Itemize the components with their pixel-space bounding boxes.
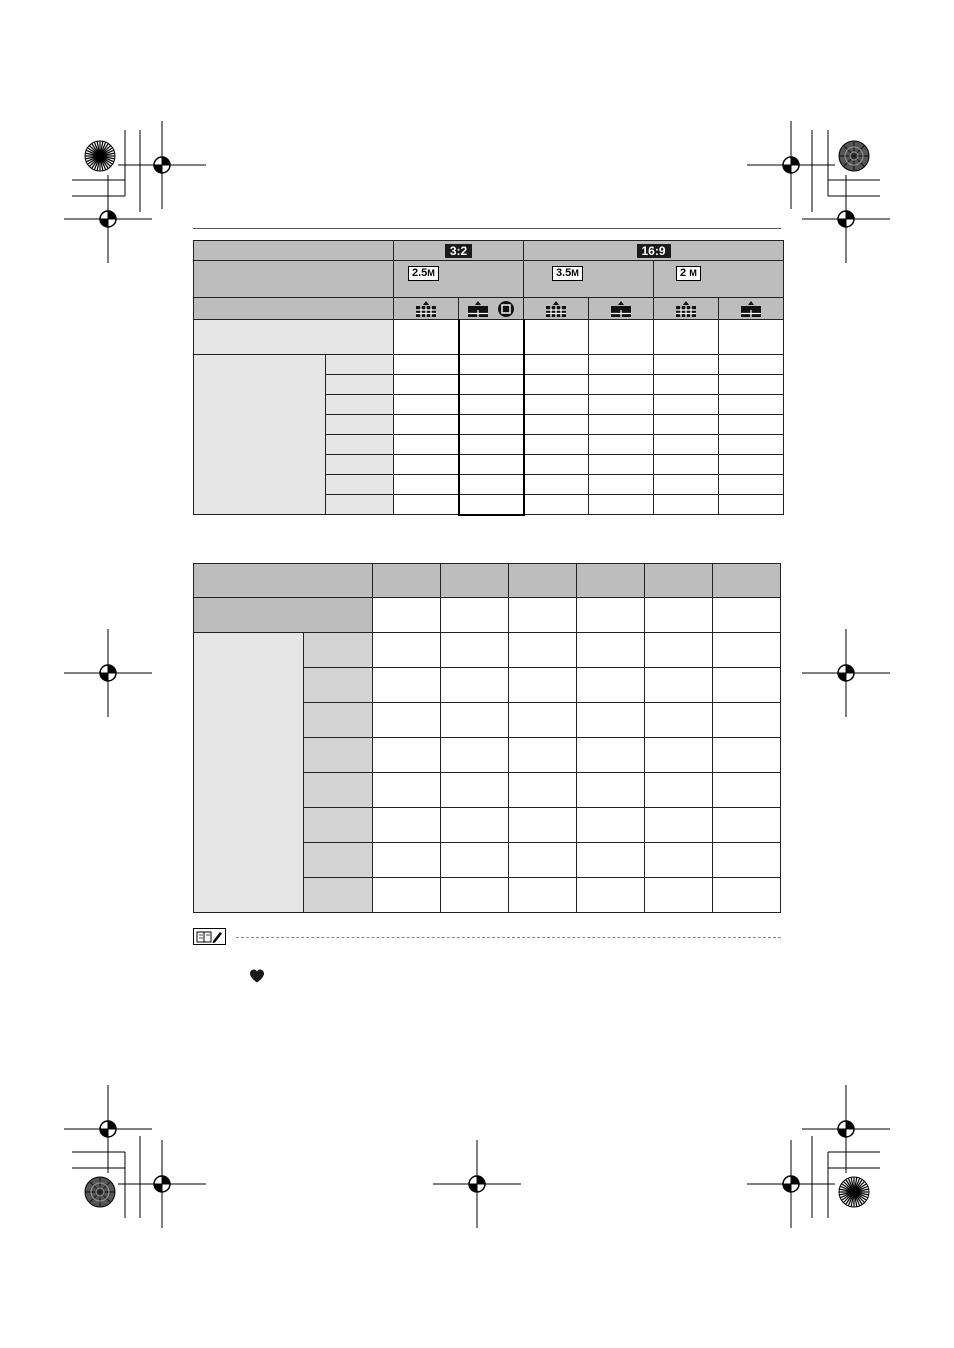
value-cell <box>654 395 719 415</box>
value-cell <box>441 773 509 808</box>
quality-label-cell <box>194 298 394 320</box>
value-cell <box>645 808 713 843</box>
value-cell <box>713 703 781 738</box>
value-cell <box>719 375 784 395</box>
value-cell <box>645 773 713 808</box>
resolution-2.5m-cell <box>394 261 524 298</box>
quality-cell-1 <box>394 298 459 320</box>
memory-size-cell <box>326 355 394 375</box>
value-cell <box>524 355 589 375</box>
memory-size-cell <box>326 375 394 395</box>
value-cell <box>645 668 713 703</box>
value-cell <box>373 633 441 668</box>
value-cell <box>719 415 784 435</box>
value-cell <box>394 375 459 395</box>
value-cell <box>589 415 654 435</box>
memory-size-cell <box>304 668 373 703</box>
value-cell <box>589 475 654 495</box>
value-cell <box>719 475 784 495</box>
value-cell <box>719 355 784 375</box>
value-cell <box>441 598 509 633</box>
value-cell <box>441 703 509 738</box>
value-cell <box>713 598 781 633</box>
note-pen-icon <box>193 928 226 945</box>
value-cell <box>394 355 459 375</box>
file-size-cell <box>589 320 654 355</box>
resolution-2m-cell <box>654 261 784 298</box>
table-row <box>194 355 784 375</box>
value-cell <box>713 843 781 878</box>
value-cell <box>459 355 524 375</box>
resolution-3.5m-icon: 3.5M <box>552 266 583 281</box>
top-rule <box>193 228 781 229</box>
header-cell <box>509 564 577 598</box>
file-size-cell <box>459 320 524 355</box>
memory-size-cell <box>326 435 394 455</box>
note-divider <box>236 937 781 938</box>
fine-quality-icon <box>675 301 697 317</box>
value-cell <box>524 455 589 475</box>
value-cell <box>441 878 509 913</box>
value-cell <box>509 878 577 913</box>
file-size-cell <box>524 320 589 355</box>
value-cell <box>373 703 441 738</box>
quality-cell-5 <box>654 298 719 320</box>
header-cell <box>713 564 781 598</box>
value-cell <box>654 355 719 375</box>
value-cell <box>441 843 509 878</box>
value-cell <box>394 455 459 475</box>
resolution-2.5m-icon: 2.5M <box>408 266 439 281</box>
value-cell <box>645 878 713 913</box>
memory-size-cell <box>326 475 394 495</box>
quality-cell-4 <box>589 298 654 320</box>
value-cell <box>577 878 645 913</box>
heart-icon <box>249 968 265 984</box>
value-cell <box>654 415 719 435</box>
value-cell <box>441 808 509 843</box>
header-cell <box>373 564 441 598</box>
value-cell <box>441 633 509 668</box>
memory-size-cell <box>304 878 373 913</box>
value-cell <box>394 395 459 415</box>
recordable-pictures-label-cell <box>194 633 304 913</box>
value-cell <box>459 435 524 455</box>
value-cell <box>509 633 577 668</box>
value-cell <box>654 495 719 515</box>
quality-cell-2 <box>459 298 524 320</box>
value-cell <box>373 773 441 808</box>
recording-capacity-table-2 <box>193 563 781 913</box>
value-cell <box>645 703 713 738</box>
value-cell <box>459 415 524 435</box>
standard-quality-icon <box>740 301 762 317</box>
value-cell <box>524 475 589 495</box>
header-cell <box>441 564 509 598</box>
value-cell <box>589 435 654 455</box>
value-cell <box>373 668 441 703</box>
header-label-cell <box>194 564 373 598</box>
value-cell <box>459 375 524 395</box>
value-cell <box>524 395 589 415</box>
value-cell <box>459 455 524 475</box>
file-size-cell <box>394 320 459 355</box>
value-cell <box>577 843 645 878</box>
value-cell <box>524 495 589 515</box>
value-cell <box>524 435 589 455</box>
value-cell <box>589 495 654 515</box>
value-cell <box>577 773 645 808</box>
value-cell <box>654 475 719 495</box>
value-cell <box>373 598 441 633</box>
value-cell <box>577 738 645 773</box>
value-cell <box>713 808 781 843</box>
memory-size-cell <box>304 703 373 738</box>
memory-size-cell <box>326 455 394 475</box>
value-cell <box>577 703 645 738</box>
value-cell <box>654 455 719 475</box>
value-cell <box>394 415 459 435</box>
value-cell <box>509 598 577 633</box>
value-cell <box>713 738 781 773</box>
resolution-2m-icon: 2 M <box>676 266 701 281</box>
value-cell <box>373 843 441 878</box>
circle-square-icon <box>497 300 515 318</box>
value-cell <box>654 435 719 455</box>
value-cell <box>589 455 654 475</box>
value-cell <box>394 495 459 515</box>
aspect-label-cell <box>194 241 394 261</box>
quality-cell-6 <box>719 298 784 320</box>
subheader-label-cell <box>194 598 373 633</box>
file-size-cell <box>719 320 784 355</box>
value-cell <box>645 598 713 633</box>
value-cell <box>394 435 459 455</box>
value-cell <box>509 703 577 738</box>
fine-quality-icon <box>545 301 567 317</box>
value-cell <box>589 375 654 395</box>
value-cell <box>509 738 577 773</box>
value-cell <box>394 475 459 495</box>
value-cell <box>459 475 524 495</box>
memory-size-cell <box>326 495 394 515</box>
header-cell <box>645 564 713 598</box>
value-cell <box>373 808 441 843</box>
value-cell <box>645 738 713 773</box>
value-cell <box>441 668 509 703</box>
value-cell <box>577 668 645 703</box>
value-cell <box>654 375 719 395</box>
value-cell <box>645 633 713 668</box>
standard-quality-icon <box>610 301 632 317</box>
resolution-label-cell <box>194 261 394 298</box>
memory-size-cell <box>304 738 373 773</box>
value-cell <box>719 455 784 475</box>
value-cell <box>713 633 781 668</box>
value-cell <box>577 598 645 633</box>
resolution-3.5m-cell <box>524 261 654 298</box>
value-cell <box>509 808 577 843</box>
value-cell <box>509 773 577 808</box>
memory-size-cell <box>304 843 373 878</box>
value-cell <box>459 495 524 515</box>
memory-size-cell <box>326 415 394 435</box>
value-cell <box>713 773 781 808</box>
aspect-16-9-cell <box>524 241 784 261</box>
memory-size-cell <box>304 633 373 668</box>
table-row <box>194 633 781 668</box>
file-size-label-cell <box>194 320 394 355</box>
value-cell <box>577 633 645 668</box>
memory-size-cell <box>326 395 394 415</box>
value-cell <box>719 495 784 515</box>
value-cell <box>373 878 441 913</box>
value-cell <box>713 668 781 703</box>
value-cell <box>524 415 589 435</box>
value-cell <box>589 395 654 415</box>
aspect-ratio-3-2: 3:2 <box>445 244 472 258</box>
aspect-3-2-cell <box>394 241 524 261</box>
value-cell <box>645 843 713 878</box>
value-cell <box>441 738 509 773</box>
file-size-cell <box>654 320 719 355</box>
fine-quality-icon <box>415 301 437 317</box>
value-cell <box>577 808 645 843</box>
value-cell <box>524 375 589 395</box>
value-cell <box>509 843 577 878</box>
value-cell <box>719 435 784 455</box>
header-cell <box>577 564 645 598</box>
value-cell <box>373 738 441 773</box>
recording-capacity-table-1 <box>193 240 784 516</box>
value-cell <box>589 355 654 375</box>
quality-cell-3 <box>524 298 589 320</box>
value-cell <box>509 668 577 703</box>
memory-size-cell <box>304 773 373 808</box>
aspect-ratio-16-9: 16:9 <box>637 244 671 258</box>
value-cell <box>713 878 781 913</box>
recordable-pictures-label-cell <box>194 355 326 515</box>
memory-size-cell <box>304 808 373 843</box>
standard-quality-icon <box>467 301 489 317</box>
value-cell <box>719 395 784 415</box>
value-cell <box>459 395 524 415</box>
